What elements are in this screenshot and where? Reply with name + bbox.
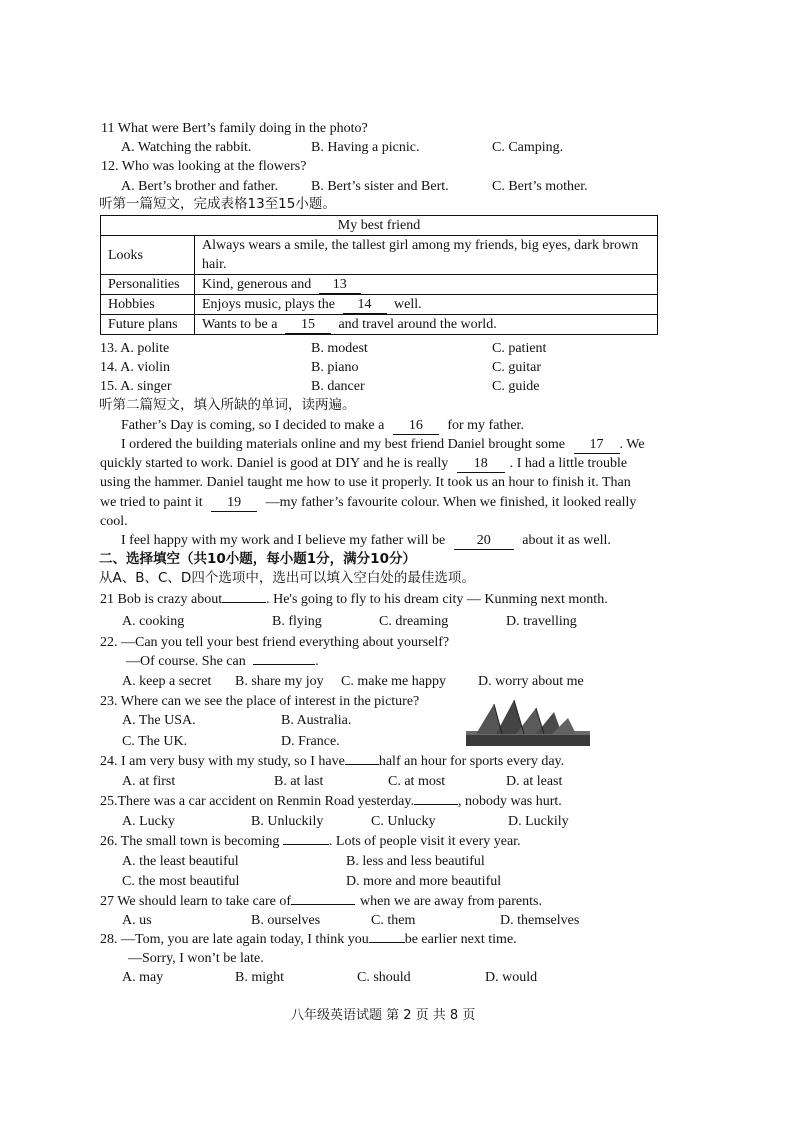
question-22-option-a: A. keep a secret <box>122 674 212 689</box>
question-14-option-b: B. piano <box>311 360 359 375</box>
blank-27[interactable] <box>291 904 355 905</box>
passage-text: about it as well. <box>522 533 611 548</box>
passage-text: quickly started to work. Daniel is good at DIY and he is really <box>100 456 449 471</box>
question-11-stem: 11 What were Bert’s family doing in the photo? <box>101 121 368 136</box>
question-27-option-b: B. ourselves <box>251 913 321 928</box>
blank-14[interactable]: 14 <box>343 298 387 314</box>
table-value-hobbies <box>195 295 658 315</box>
section-2-instruction: 从A、B、C、D四个选项中，选出可以填入空白处的最佳选项。 <box>99 570 475 586</box>
table-label-personalities: Personalities <box>101 275 195 295</box>
question-28-option-d: D. would <box>485 970 538 985</box>
question-12-option-c: C. Bert’s mother. <box>492 179 588 194</box>
table-value-text: Wants to be a <box>202 317 278 332</box>
question-26-option-a: A. the least beautiful <box>122 854 239 869</box>
table-title: My best friend <box>101 216 658 236</box>
opera-house-picture <box>466 698 590 746</box>
question-24-option-d: D. at least <box>506 774 563 789</box>
question-23-stem: 23. Where can we see the place of interest in the picture? <box>100 694 420 709</box>
question-27-stem <box>100 895 542 909</box>
question-26-option-b: B. less and less beautiful <box>346 854 485 869</box>
question-text: . <box>315 654 319 669</box>
question-21-option-a: A. cooking <box>122 614 185 629</box>
table-value-text: well. <box>394 297 422 312</box>
question-text: half an hour for sports every day. <box>378 754 565 769</box>
passage-text: for my father. <box>447 418 524 433</box>
blank-16[interactable]: 16 <box>393 419 439 435</box>
question-14-option-a: 14. A. violin <box>100 360 171 375</box>
blank-28[interactable] <box>369 942 405 943</box>
question-text: . Lots of people visit it every year. <box>328 834 521 849</box>
question-21-option-d: D. travelling <box>506 614 577 629</box>
question-text: —Of course. She can <box>126 654 246 669</box>
question-27-option-d: D. themselves <box>500 913 580 928</box>
question-text: . He's going to fly to his dream city — Kunming next month. <box>266 592 608 607</box>
passage-line <box>100 496 636 512</box>
passage-text: Father’s Day is coming, so I decided to make a <box>121 418 385 433</box>
best-friend-table <box>100 215 658 335</box>
question-22-option-b: B. share my joy <box>235 674 324 689</box>
question-28-option-a: A. may <box>122 970 164 985</box>
blank-20[interactable]: 20 <box>454 534 514 550</box>
question-24-option-c: C. at most <box>388 774 446 789</box>
question-21-option-b: B. flying <box>272 614 322 629</box>
table-value-future-plans <box>195 315 658 335</box>
question-text: , nobody was hurt. <box>457 794 562 809</box>
question-21-option-c: C. dreaming <box>379 614 449 629</box>
question-23-option-b: B. Australia. <box>281 713 352 728</box>
question-28-option-c: C. should <box>357 970 411 985</box>
blank-24[interactable] <box>345 764 379 765</box>
question-27-option-a: A. us <box>122 913 152 928</box>
passage-text: I feel happy with my work and I believe my father will be <box>121 533 446 548</box>
question-24-stem <box>100 755 564 769</box>
question-23-option-a: A. The USA. <box>122 713 196 728</box>
question-11-option-c: C. Camping. <box>492 140 564 155</box>
section-2-title: 二、选择填空（共10小题，每小题1分，满分10分） <box>99 551 416 567</box>
question-23-option-d: D. France. <box>281 734 340 749</box>
question-11-option-b: B. Having a picnic. <box>311 140 420 155</box>
table-section-instruction: 听第一篇短文，完成表格13至15小题。 <box>99 196 336 212</box>
question-text: 24. I am very busy with my study, so I have <box>100 754 345 769</box>
table-value-personalities <box>195 275 658 295</box>
table-value-text: Kind, generous and <box>202 277 312 292</box>
question-text: 25.There was a car accident on Renmin Road yesterday. <box>100 794 414 809</box>
passage-text: I ordered the building materials online and my best friend Daniel brought some <box>121 437 565 452</box>
blank-17[interactable]: 17 <box>574 438 620 454</box>
question-15-option-a: 15. A. singer <box>100 379 172 394</box>
blank-21[interactable] <box>222 602 266 603</box>
question-28-line2: —Sorry, I won’t be late. <box>128 951 264 966</box>
question-25-stem <box>100 795 562 809</box>
question-22-line1: 22. —Can you tell your best friend everything about yourself? <box>100 635 450 650</box>
passage-line: using the hammer. Daniel taught me how to use it properly. It took us an hour to finish it. Than <box>100 475 631 490</box>
question-text: when we are away from parents. <box>360 894 542 909</box>
question-21-stem <box>100 593 608 607</box>
question-text: 26. The small town is becoming <box>100 834 280 849</box>
question-text: 27 We should learn to take care of <box>100 894 292 909</box>
blank-22[interactable] <box>253 664 315 665</box>
question-26-option-c: C. the most beautiful <box>122 874 240 889</box>
table-value-text: and travel around the world. <box>338 317 497 332</box>
question-15-option-b: B. dancer <box>311 379 365 394</box>
question-text: be earlier next time. <box>404 932 517 947</box>
question-27-option-c: C. them <box>371 913 416 928</box>
blank-19[interactable]: 19 <box>211 496 257 512</box>
question-15-option-c: C. guide <box>492 379 540 394</box>
blank-26[interactable] <box>283 844 329 845</box>
table-value-looks: Always wears a smile, the tallest girl among my friends, big eyes, dark brown hair. <box>195 236 658 275</box>
question-22-option-c: C. make me happy <box>341 674 446 689</box>
question-25-option-a: A. Lucky <box>122 814 175 829</box>
question-14-option-c: C. guitar <box>492 360 541 375</box>
question-26-option-d: D. more and more beautiful <box>346 874 502 889</box>
question-25-option-c: C. Unlucky <box>371 814 436 829</box>
question-13-option-b: B. modest <box>311 341 368 356</box>
blank-13[interactable]: 13 <box>319 278 361 294</box>
table-label-future-plans: Future plans <box>101 315 195 335</box>
passage-section-instruction: 听第二篇短文，填入所缺的单词，读两遍。 <box>99 397 356 413</box>
question-12-stem: 12. Who was looking at the flowers? <box>101 159 307 174</box>
passage-line <box>121 438 645 454</box>
passage-line: cool. <box>100 514 128 529</box>
question-26-stem <box>100 835 521 849</box>
passage-text: . We <box>619 437 645 452</box>
passage-line <box>121 534 611 550</box>
passage-text: . I had a little trouble <box>509 456 628 471</box>
question-text: 28. —Tom, you are late again today, I think you <box>100 932 369 947</box>
question-24-option-a: A. at first <box>122 774 176 789</box>
blank-18[interactable]: 18 <box>457 457 505 473</box>
question-12-option-b: B. Bert’s sister and Bert. <box>311 179 449 194</box>
question-23-option-c: C. The UK. <box>122 734 188 749</box>
passage-line <box>121 419 524 435</box>
question-22-option-d: D. worry about me <box>478 674 584 689</box>
passage-line <box>100 457 627 473</box>
question-13-option-c: C. patient <box>492 341 547 356</box>
blank-15[interactable]: 15 <box>285 318 331 334</box>
passage-text: —my father’s favourite colour. When we finished, it looked really <box>265 495 637 510</box>
question-12-option-a: A. Bert’s brother and father. <box>121 179 279 194</box>
page-footer: 八年级英语试题 第 2 页 共 8 页 <box>291 1008 476 1023</box>
blank-25[interactable] <box>414 804 458 805</box>
question-text: 21 Bob is crazy about <box>100 592 223 607</box>
passage-text: we tried to paint it <box>100 495 203 510</box>
table-value-text: Enjoys music, plays the <box>202 297 335 312</box>
table-label-hobbies: Hobbies <box>101 295 195 315</box>
question-25-option-b: B. Unluckily <box>251 814 324 829</box>
question-13-option-a: 13. A. polite <box>100 341 170 356</box>
question-24-option-b: B. at last <box>274 774 324 789</box>
question-11-option-a: A. Watching the rabbit. <box>121 140 252 155</box>
question-28-line1 <box>100 933 517 947</box>
question-22-line2 <box>126 655 319 669</box>
table-label-looks: Looks <box>101 236 195 275</box>
question-25-option-d: D. Luckily <box>508 814 569 829</box>
question-28-option-b: B. might <box>235 970 285 985</box>
